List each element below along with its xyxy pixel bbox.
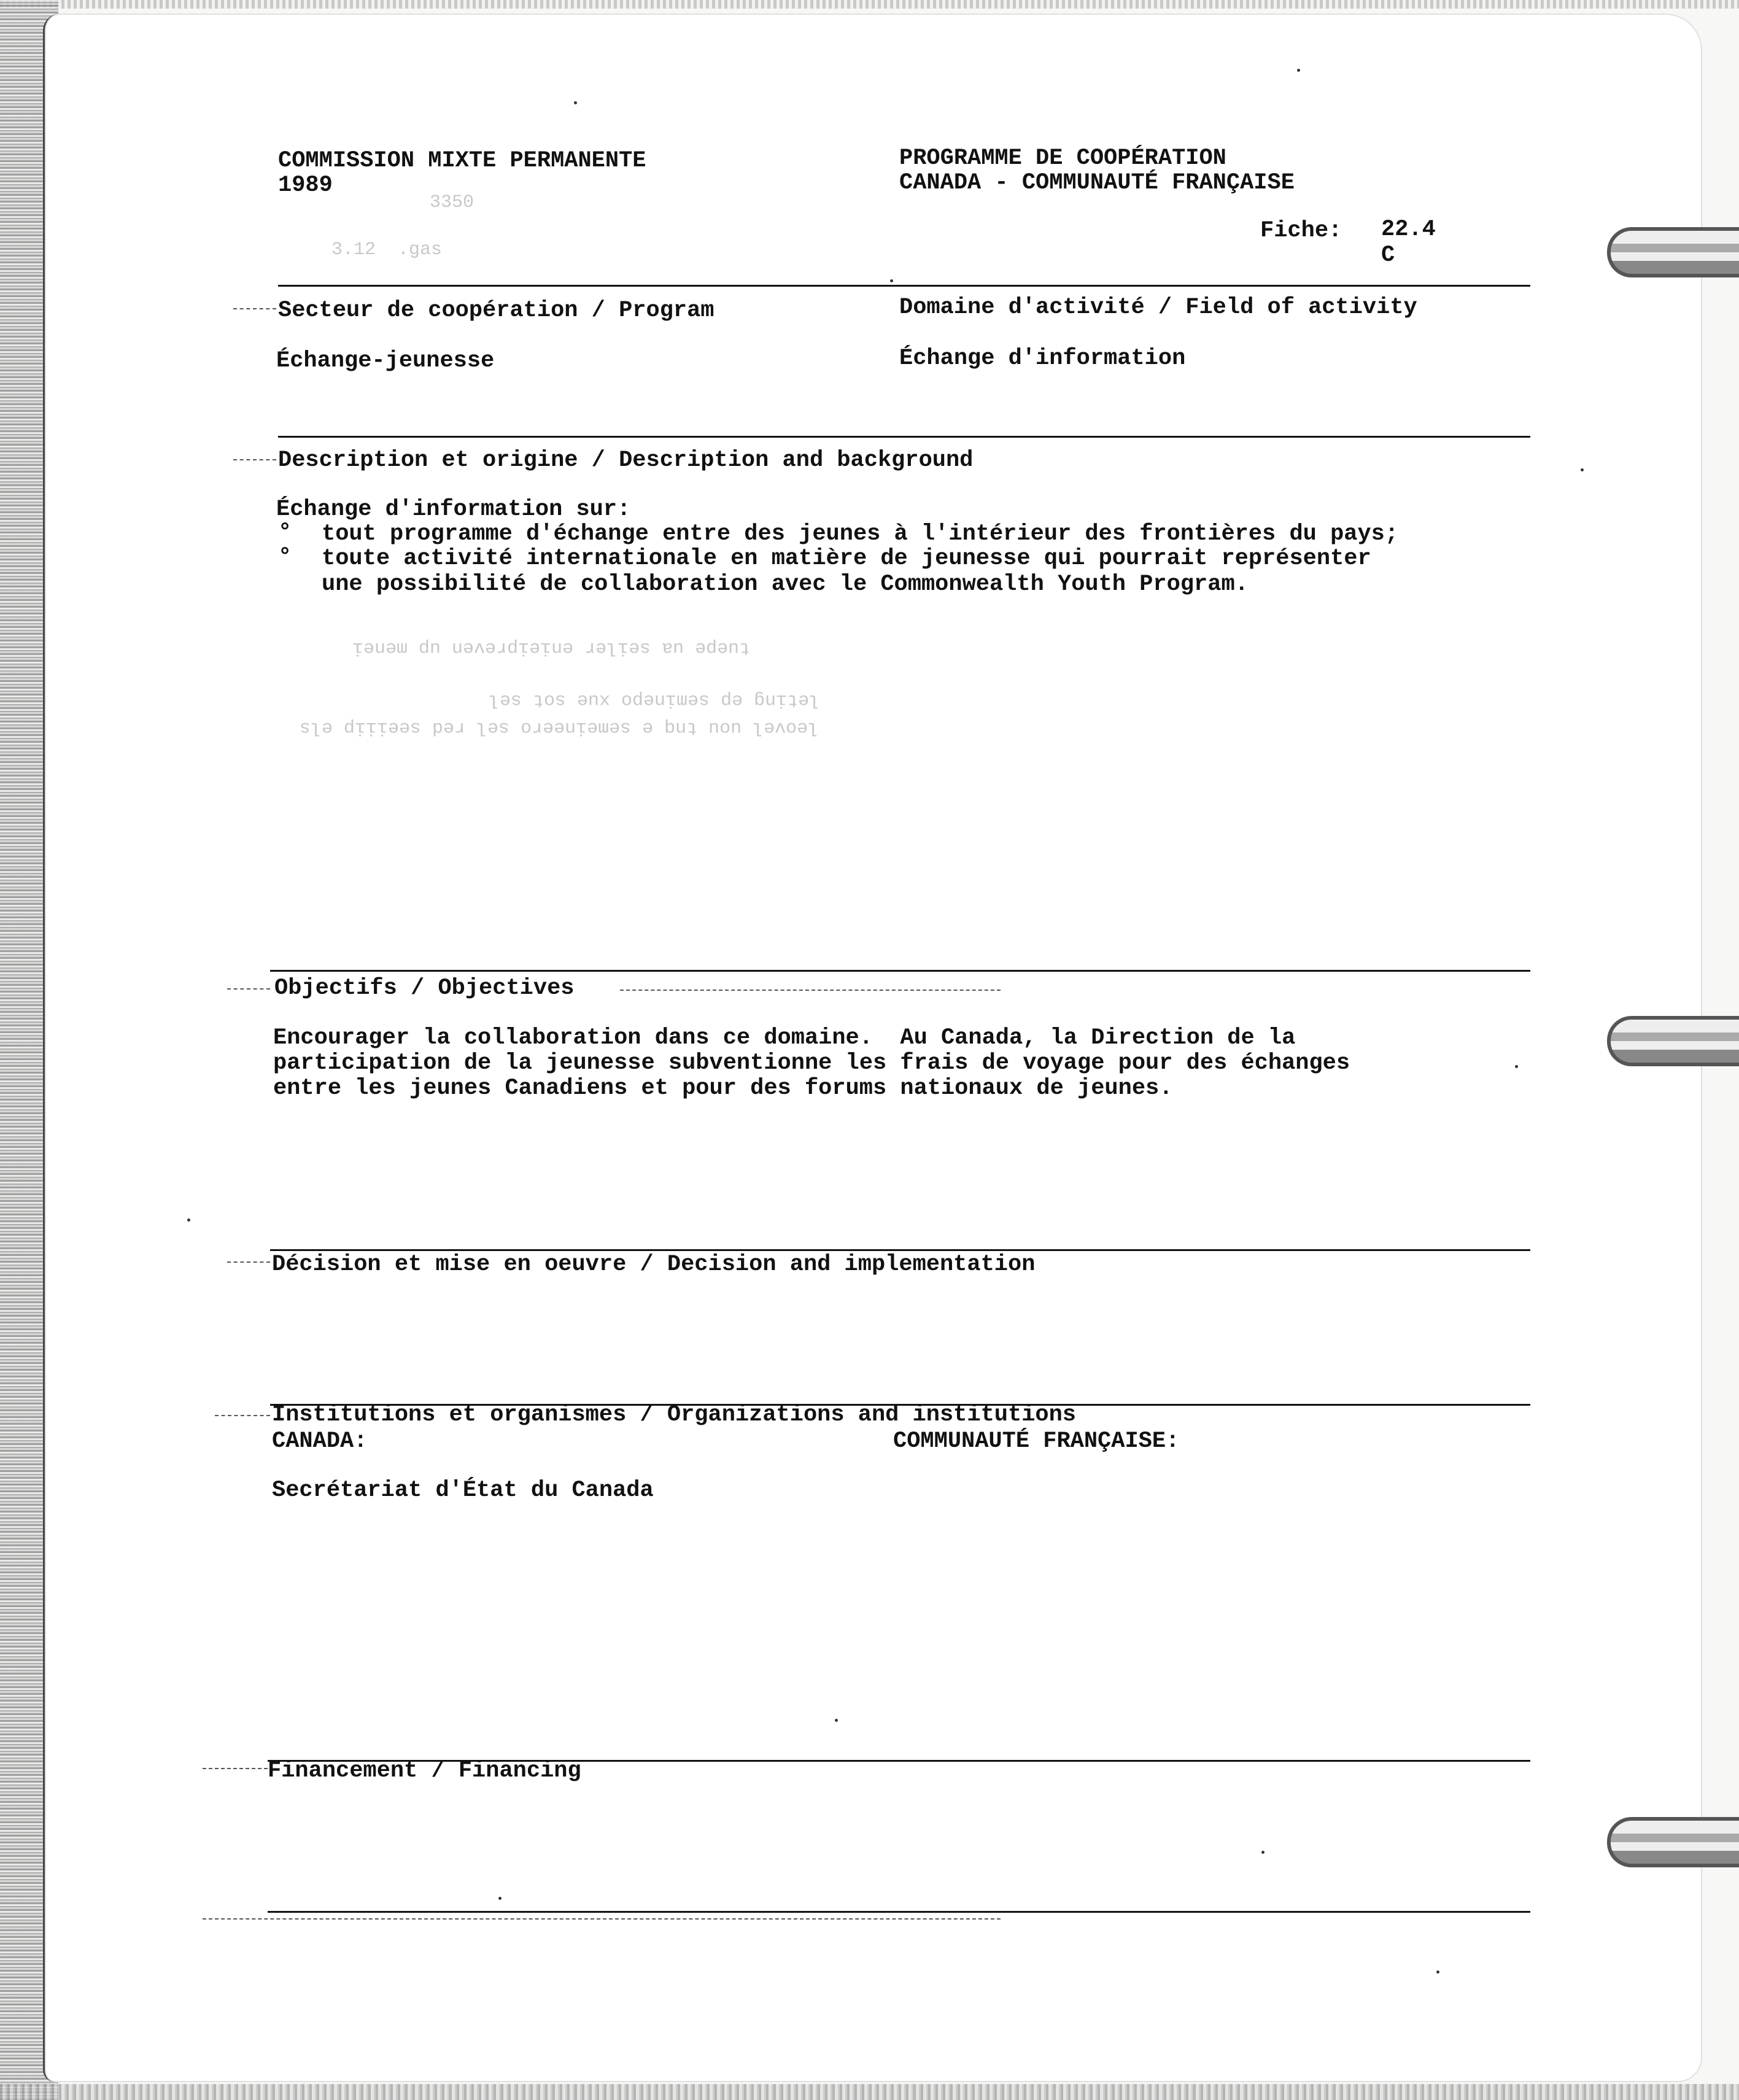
- program-heading: Secteur de coopération / Program: [278, 298, 715, 324]
- section-rule: [270, 970, 1530, 972]
- dash-lead: [227, 1261, 270, 1263]
- bleed-through-mark: leting ep seminepo xue sot sel: [467, 689, 821, 710]
- programme-title: PROGRAMME DE COOPÉRATION: [899, 145, 1226, 171]
- scan-edge-bottom: [0, 2084, 1739, 2100]
- dash-lead: [215, 1415, 270, 1416]
- section-rule: [270, 1249, 1530, 1251]
- field-value: Échange d'information: [899, 346, 1186, 371]
- dash-lead: [203, 1768, 268, 1769]
- institutions-heading: Institutions et organismes / Organizations and institutions: [272, 1402, 1077, 1428]
- fiche-code: C: [1381, 242, 1395, 268]
- objectives-heading: Objectifs / Objectives: [274, 975, 575, 1001]
- scan-speck: [1581, 468, 1584, 471]
- bullet-icon: °: [278, 544, 292, 570]
- objectives-line-3: entre les jeunes Canadiens et pour des forums nationaux de jeunes.: [273, 1075, 1173, 1101]
- dash-lead: [227, 988, 270, 990]
- bleed-through-mark: 3350: [430, 192, 474, 213]
- scan-speck: [1261, 1851, 1265, 1854]
- fiche-label: Fiche:: [1260, 218, 1342, 244]
- financing-heading: Financement / Financing: [268, 1758, 581, 1784]
- section-rule: [268, 1911, 1530, 1913]
- binder-ring-icon: [1607, 1016, 1739, 1066]
- scan-speck: [498, 1897, 502, 1900]
- programme-subtitle: CANADA - COMMUNAUTÉ FRANÇAISE: [899, 170, 1295, 196]
- scan-speck: [574, 101, 577, 104]
- canada-institution: Secrétariat d'État du Canada: [272, 1478, 654, 1503]
- fiche-number: 22.4: [1381, 217, 1436, 242]
- scan-edge-top: [0, 0, 1739, 9]
- scan-speck: [890, 279, 893, 282]
- bleed-through-mark: tuepe ua seiler enieipreven up menei: [319, 637, 751, 658]
- description-bullet-2-line-2: une possibilité de collaboration avec le Commonwealth Youth Program.: [322, 571, 1249, 597]
- program-value: Échange-jeunesse: [276, 348, 495, 374]
- bleed-through-mark: 3.12 .gas: [331, 239, 443, 260]
- description-heading: Description et origine / Description and background: [278, 448, 974, 473]
- commission-year: 1989: [278, 172, 333, 198]
- bullet-icon: °: [278, 520, 292, 546]
- scan-speck: [835, 1719, 838, 1722]
- binder-ring-icon: [1607, 227, 1739, 277]
- decision-heading: Décision et mise en oeuvre / Decision and implementation: [272, 1252, 1036, 1277]
- bleed-through-mark: leovel uou tnq e semeineero sel red seeiiip els: [289, 717, 819, 738]
- description-intro: Échange d'information sur:: [276, 497, 631, 522]
- scan-speck: [1297, 69, 1300, 72]
- description-bullet-1: tout programme d'échange entre des jeunes à l'intérieur des frontières du pays;: [322, 521, 1399, 547]
- section-rule: [278, 285, 1530, 287]
- objectives-line-2: participation de la jeunesse subventionne les frais de voyage pour des échanges: [273, 1050, 1350, 1076]
- commission-title: COMMISSION MIXTE PERMANENTE: [278, 148, 646, 174]
- scan-speck: [187, 1219, 190, 1222]
- dash-lead: [233, 459, 276, 460]
- field-heading: Domaine d'activité / Field of activity: [899, 295, 1417, 320]
- dash-trail: [620, 990, 1001, 991]
- canada-label: CANADA:: [272, 1428, 368, 1454]
- description-bullet-2-line-1: toute activité internationale en matière de jeunesse qui pourrait représenter: [322, 546, 1371, 571]
- objectives-line-1: Encourager la collaboration dans ce domaine. Au Canada, la Direction de la: [273, 1025, 1296, 1051]
- communaute-label: COMMUNAUTÉ FRANÇAISE:: [893, 1428, 1180, 1454]
- section-rule: [278, 436, 1530, 438]
- binder-ring-icon: [1607, 1817, 1739, 1867]
- scan-speck: [1515, 1065, 1518, 1068]
- dash-trail: [203, 1918, 1001, 1920]
- dash-lead: [233, 308, 276, 309]
- scan-speck: [1436, 1970, 1439, 1974]
